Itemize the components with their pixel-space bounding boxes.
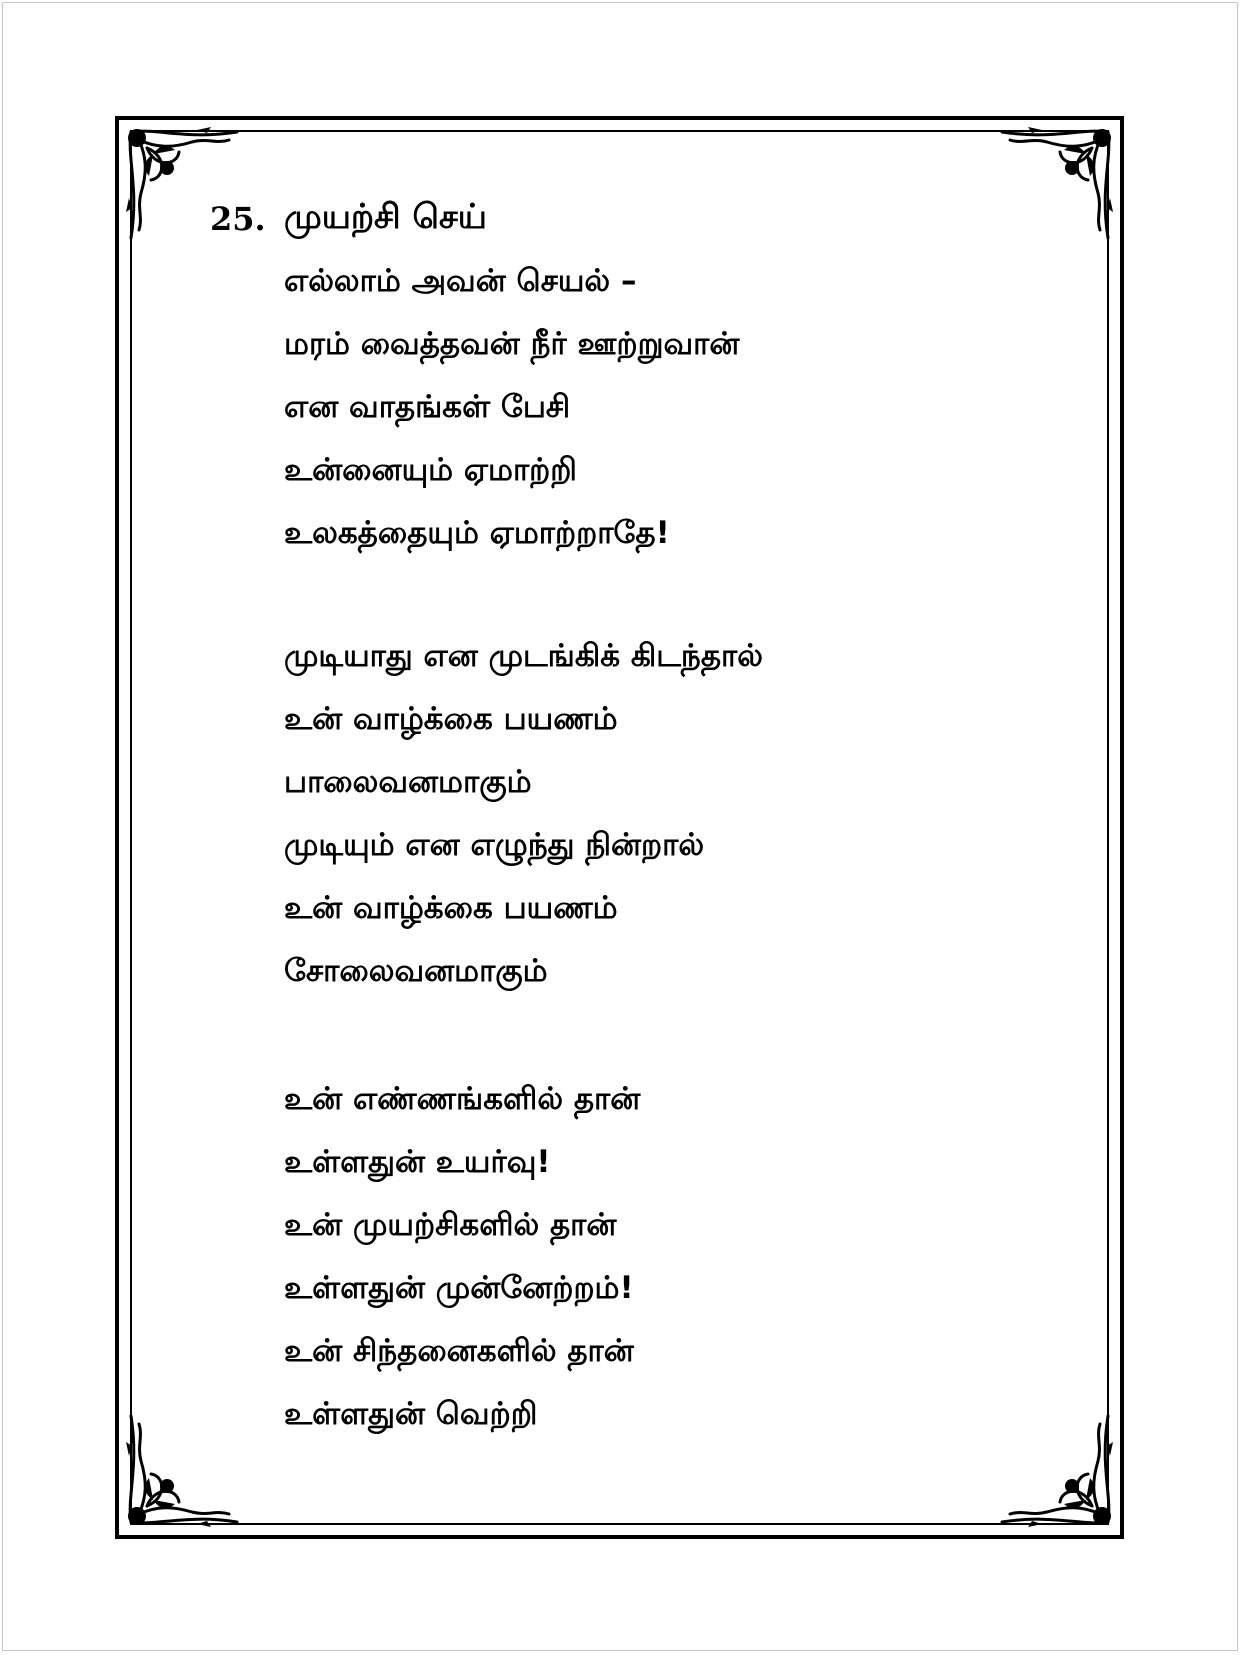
- poem-number: 25.: [210, 200, 266, 238]
- poem-line: உள்ளதுன் வெற்றி: [284, 1396, 538, 1432]
- poem-line: உன் எண்ணங்களில் தான்: [284, 1081, 641, 1117]
- corner-ornament-bottom-left-icon: [117, 1406, 247, 1536]
- stanza-2: [284, 625, 763, 1003]
- poem-line: உள்ளதுன் முன்னேற்றம்!: [284, 1270, 634, 1306]
- poem-line: முடியும் என எழுந்து நின்றால்: [284, 827, 705, 863]
- corner-ornament-bottom-right-icon: [992, 1406, 1122, 1536]
- poem-line: உன் முயற்சிகளில் தான்: [284, 1207, 617, 1243]
- poem-line: என வாதங்கள் பேசி: [284, 389, 571, 425]
- poem-line: சோலைவனமாகும்: [284, 953, 548, 989]
- corner-ornament-top-right-icon: [992, 118, 1122, 248]
- poem-line: முடியாது என முடங்கிக் கிடந்தால்: [284, 638, 763, 674]
- poem-line: உலகத்தையும் ஏமாற்றாதே!: [284, 515, 670, 551]
- poem-line: எல்லாம் அவன் செயல் –: [284, 263, 637, 299]
- stanza-3: [284, 1068, 640, 1446]
- poem-line: மரம் வைத்தவன் நீர் ஊற்றுவான்: [284, 326, 740, 362]
- poem-line: உன் வாழ்க்கை பயணம்: [284, 701, 618, 737]
- poem-line: பாலைவனமாகும்: [284, 764, 532, 800]
- poem-line: உன் சிந்தனைகளில் தான்: [284, 1333, 634, 1369]
- poem-line: உன் வாழ்க்கை பயணம்: [284, 890, 618, 926]
- poem-line: உன்னையும் ஏமாற்றி: [284, 452, 577, 488]
- poem-heading: [210, 194, 487, 244]
- poem-title: முயற்சி செய்: [284, 197, 487, 237]
- poem-line: உள்ளதுன் உயர்வு!: [284, 1144, 551, 1180]
- stanza-1: [284, 250, 739, 565]
